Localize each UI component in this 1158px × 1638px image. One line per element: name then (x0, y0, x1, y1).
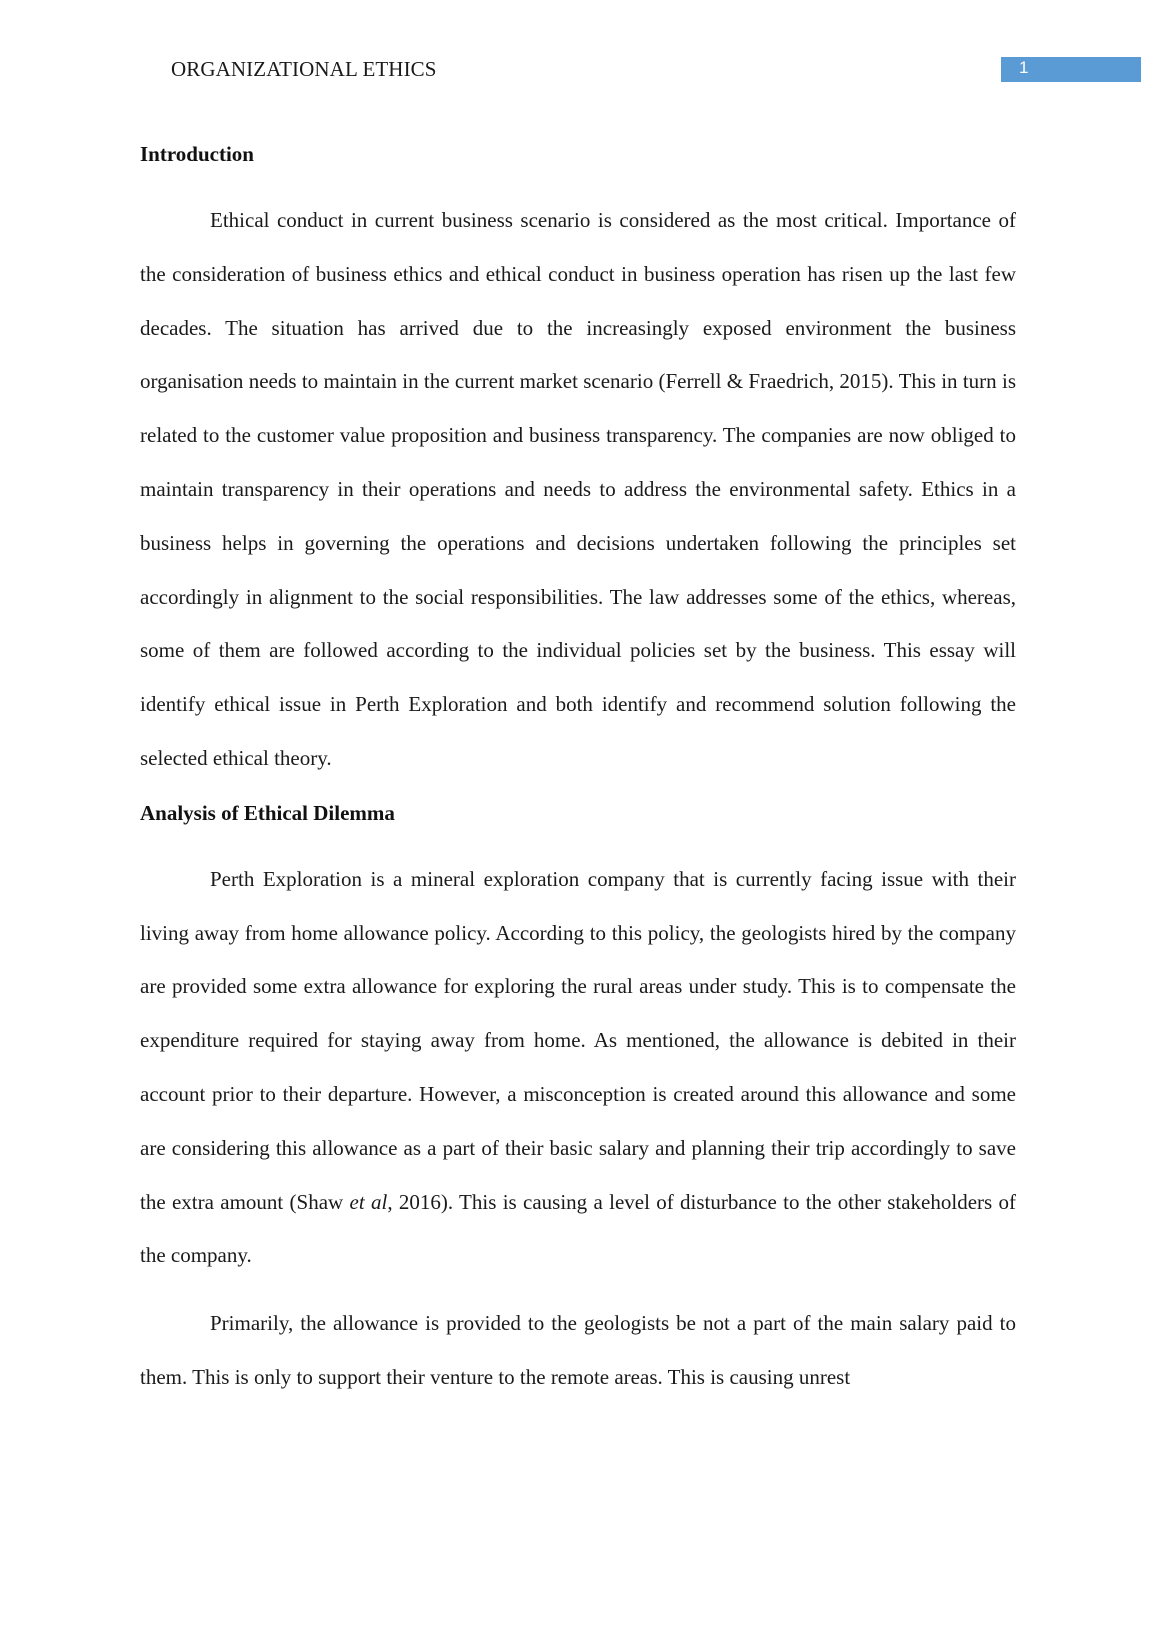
page-header (0, 0, 1158, 100)
analysis-paragraph-1 (140, 853, 1016, 1283)
document-body (140, 136, 1016, 1405)
section-heading-analysis: Analysis of Ethical Dilemma (140, 800, 395, 825)
paragraph-text: , 2016). This is causing a level of disturbance to the other stakeholders of the company. (140, 1189, 1016, 1268)
citation-et-al: et al (349, 1189, 388, 1214)
analysis-paragraph-2: Primarily, the allowance is provided to the geologists be not a part of the main salary paid to them. This is only to support their venture to the remote areas. This is causing unrest (140, 1311, 1016, 1389)
introduction-paragraph: Ethical conduct in current business scenario is considered as the most critical. Importance of the consideration of business ethics and ethical conduct in business operation has risen up the last few decades. The situation has arrived due to the increasingly exposed environment the business organisation needs to maintain in the current market scenario (Ferrell & Fraedrich, 2015). This in turn is related to the customer value proposition and business transparency. The companies are now obliged to maintain transparency in their operations and needs to address the environmental safety. Ethics in a business helps in governing the operations and decisions undertaken following the principles set accordingly in alignment to the social responsibilities. The law addresses some of the ethics, whereas, some of them are followed according to the individual policies set by the business. This essay will identify ethical issue in Perth Exploration and both identify and recommend solution following the selected ethical theory. (140, 208, 1016, 770)
paragraph-text: Perth Exploration is a mineral exploration company that is currently facing issue with their living away from home allowance policy. According to this policy, the geologists hired by the company are provided some extra allowance for exploring the rural areas under study. This is to compensate the expenditure required for staying away from home. As mentioned, the allowance is debited in their account prior to their departure. However, a misconception is created around this allowance and some are considering this allowance as a part of their basic salary and planning their trip accordingly to save the extra amount (Shaw (140, 866, 1016, 1214)
page-number: 1 (1019, 58, 1029, 77)
section-heading-introduction: Introduction (140, 142, 254, 166)
running-head: ORGANIZATIONAL ETHICS (171, 57, 437, 81)
page-number-box (1001, 57, 1141, 82)
